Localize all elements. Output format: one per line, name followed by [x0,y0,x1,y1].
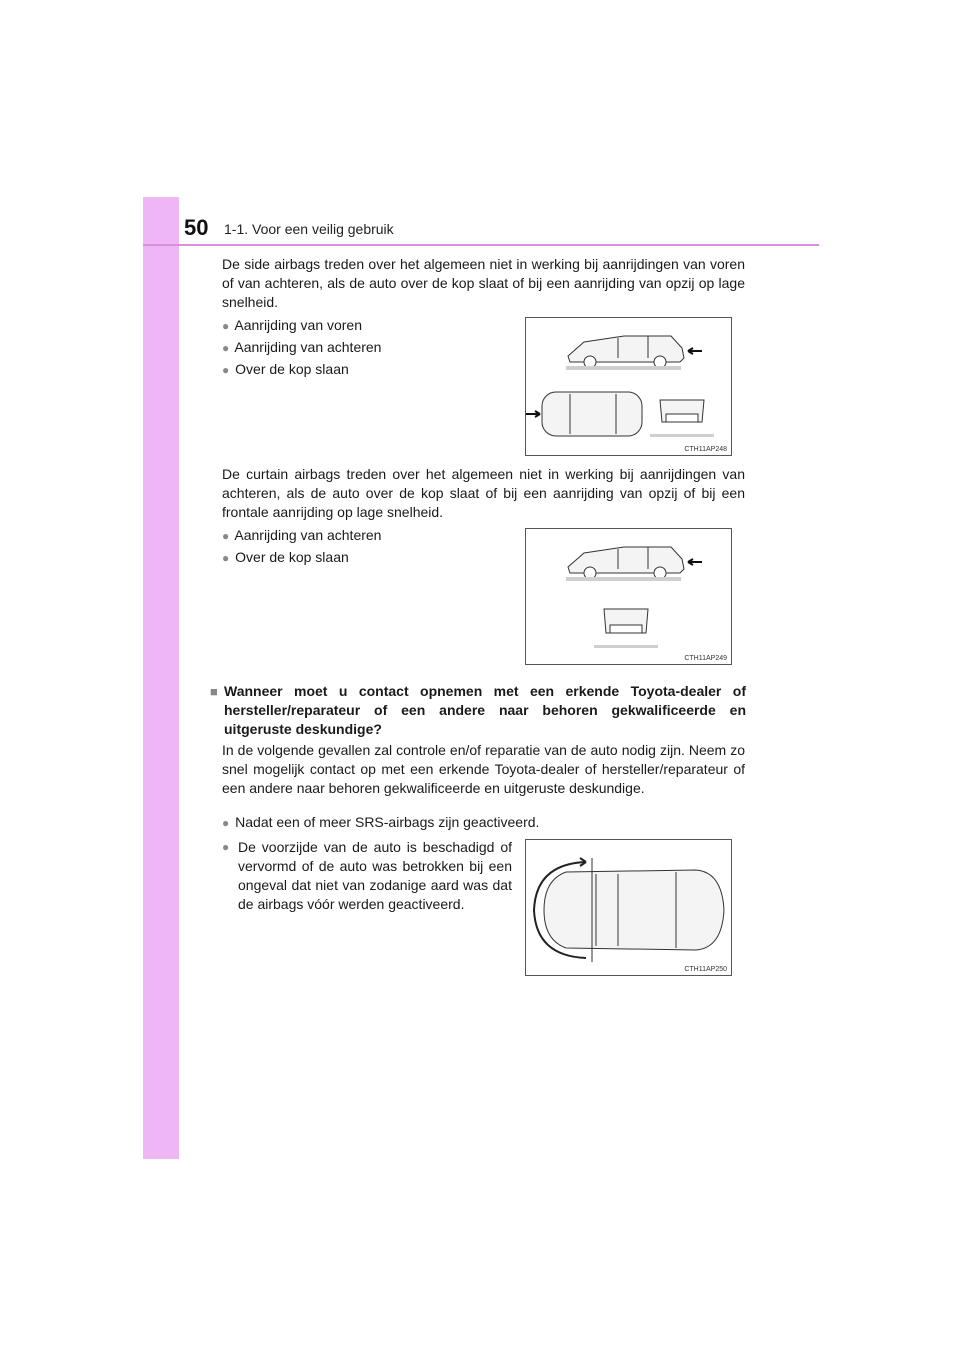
bullet-icon: ● [222,363,230,377]
curtain-bullet-2 [222,548,349,568]
contact-bullet-1-text: Nadat een of meer SRS-airbags zijn geactiveerd. [235,814,540,830]
figure-curtain-airbag-collisions [525,528,732,665]
bullet-icon: ● [222,551,230,565]
side-bullet-3-text: Over de kop slaan [235,361,349,377]
contact-heading-text: Wanneer moet u contact opnemen met een erkende Toyota-dealer of hersteller/reparateur of een andere naar behoren gekwalificeerde en uitgeruste deskundige? [224,683,746,737]
car-collision-illustration [526,529,733,666]
side-bullet-1-text: Aanrijding van voren [234,317,363,333]
figure-code: CTH11AP249 [684,655,727,662]
side-bullet-3 [222,360,349,380]
section-title: 1-1. Voor een veilig gebruik [224,221,394,237]
contact-bullet-2-text: De voorzijde van de auto is beschadigd of vervormd of de auto was betrokken bij een ongeval dat niet van zodanige aard was dat de airbags vóór werden geactiveerd. [238,839,512,912]
side-bullet-2 [222,338,381,358]
header-divider [143,244,819,246]
car-collision-illustration [526,318,733,457]
curtain-bullet-2-text: Over de kop slaan [235,549,349,565]
curtain-airbags-intro: De curtain airbags treden over het algemeen niet in werking bij aanrijdingen van achteren, als de auto over de kop slaat of bij een aanrijding van opzij of bij een frontale aanrijding op lage snelheid. [222,466,745,520]
side-airbags-intro: De side airbags treden over het algemeen niet in werking bij aanrijdingen van voren of van achteren, als de auto over de kop slaat of bij een aanrijding van opzij op lage snelheid. [222,256,745,310]
side-bullet-1 [222,316,362,336]
contact-bullet-2 [222,838,512,914]
curtain-bullet-1-text: Aanrijding van achteren [234,527,382,543]
figure-front-damage [525,839,732,976]
contact-heading [210,682,746,739]
bullet-icon: ● [222,341,230,355]
curtain-bullet-1 [222,526,381,546]
bullet-icon: ● [222,816,230,830]
bullet-icon: ● [222,840,230,854]
side-bullet-2-text: Aanrijding van achteren [234,339,382,355]
figure-side-airbag-collisions [525,317,732,456]
page-number: 50 [184,215,209,240]
bullet-icon: ● [222,529,230,543]
figure-code: CTH11AP248 [684,446,727,453]
chapter-sidebar-tab [143,197,179,1159]
contact-bullet-1 [222,813,539,833]
bullet-icon: ● [222,319,230,333]
car-top-view-illustration [526,840,733,977]
figure-code: CTH11AP250 [684,966,727,973]
contact-body: In de volgende gevallen zal controle en/of reparatie van de auto nodig zijn. Neem zo snel mogelijk contact op met een erkende Toyota-dealer of hersteller/reparateur of een andere naar behoren gekwalificeerde en uitgeruste deskundige. [222,742,745,796]
square-marker-icon: ■ [210,684,218,699]
